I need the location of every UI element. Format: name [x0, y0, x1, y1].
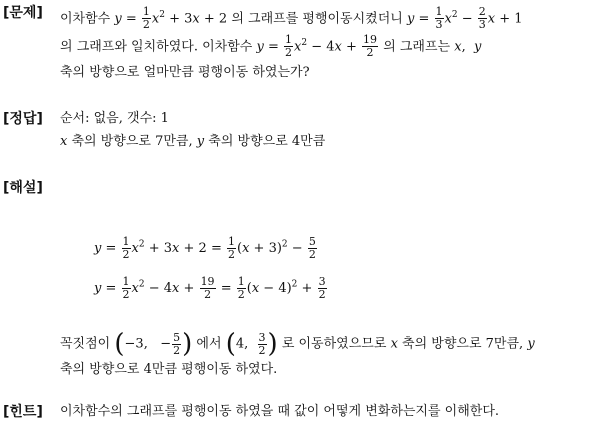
hint-label: [힌트] — [3, 404, 43, 420]
fraction-half: $\frac{1}{2}$ — [142, 5, 150, 32]
explanation-text-3: 로 이동하였으므로 — [281, 336, 387, 352]
explanation-line-1: 꼭짓점이 (−3, − $\frac{5}{2}$ ) 에서 (4, $\frac{3}{2}$ ) 로 이동하였으므로 x 축의 방향으로 7만큼, y — [60, 329, 535, 359]
hint-text: 이차함수의 그래프를 평행이동 하였을 때 값이 어떻게 변화하는지를 이해한다. — [60, 404, 500, 419]
answer-line-2: x 축의 방향으로 7만큼, y 축의 방향으로 4만큼 — [60, 134, 326, 149]
fraction-third: $\frac{1}{3}$ — [435, 5, 443, 32]
equation-2: y = $\frac{1}{2}$ $x^2 - 4x$ + $\frac{19}{2}$ = $\frac{1}{2}$ $(x - 4)^2$ + $\frac{3}{2}$ — [94, 275, 326, 301]
problem-text-3: 의 그래프와 일치하였다. 이차함수 — [60, 39, 253, 55]
problem-line-1: 이차함수 y = $\frac{1}{2}$ $x^2 + 3x + 2$ 의 그래프를 평행이동시켰더니 y = $\frac{1}{3}$ $x^2$ − $\frac{2}{3}$ x + 1 — [60, 5, 523, 32]
problem-line-2: 의 그래프와 일치하였다. 이차함수 y = $\frac{1}{2}$ $x^2 - 4x$ + $\frac{19}{2}$ 의 그래프는 x, y — [60, 33, 482, 60]
explanation-text-5: 축의 방향으로 4만큼 평행이동 하였다. — [60, 362, 278, 377]
fraction-half-2: $\frac{1}{2}$ — [285, 33, 293, 60]
equation-1: y = $\frac{1}{2}$ $x^2 + 3x + 2$ = $\frac{1}{2}$ $(x + 3)^2$ − $\frac{5}{2}$ — [94, 235, 316, 261]
fraction-two-thirds: $\frac{2}{3}$ — [478, 5, 486, 32]
problem-label: [문제] — [3, 5, 43, 21]
answer-line-1: 순서: 없음, 갯수: 1 — [60, 111, 169, 126]
answer-line-2a: 축의 방향으로 7만큼, — [71, 134, 193, 149]
explanation-text-4: 축의 방향으로 7만큼, — [402, 336, 524, 352]
problem-text-2: 의 그래프를 평행이동시켰더니 — [231, 11, 403, 27]
explanation-label: [해설] — [3, 180, 43, 196]
explanation-text-2: 에서 — [196, 336, 222, 352]
fraction-nineteen-halves: $\frac{19}{2}$ — [363, 33, 378, 60]
explanation-text-1: 꼭짓점이 — [60, 336, 111, 352]
problem-text-5: 축의 방향으로 얼마만큼 평행이동 하였는가? — [60, 65, 310, 80]
answer-label: [정답] — [3, 111, 43, 127]
answer-line-2b: 축의 방향으로 4만큼 — [208, 134, 326, 149]
math-y-eq: y — [114, 11, 122, 27]
problem-text-1: 이차함수 — [60, 11, 111, 27]
problem-text-4: 의 그래프는 — [383, 39, 451, 55]
